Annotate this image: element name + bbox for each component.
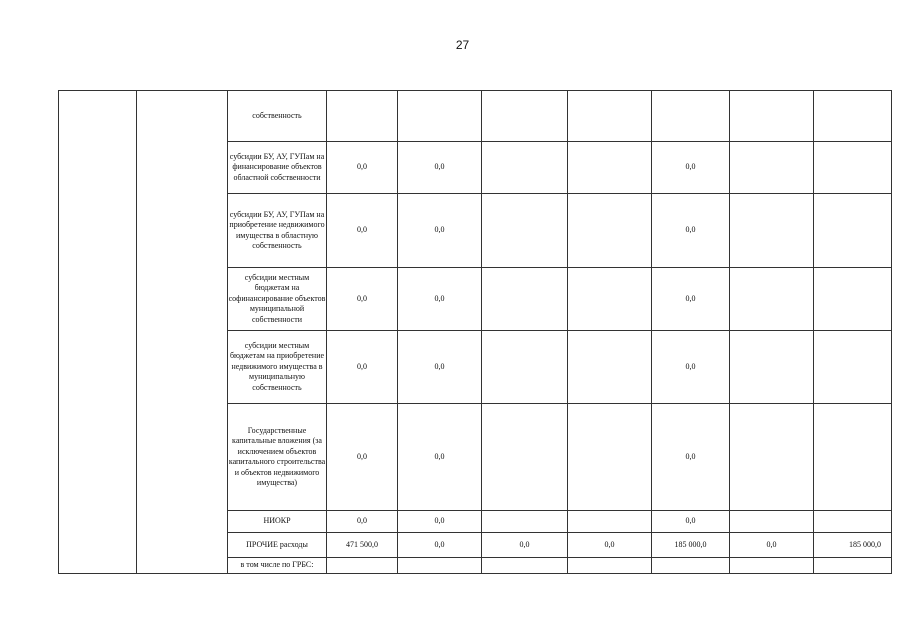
value-cell [327,558,398,574]
value-cell [568,194,652,268]
value-cell: 0,0 [327,194,398,268]
value-cell: 0,0 [398,404,482,511]
value-cell: 0,0 [652,511,730,533]
value-cell [814,511,892,533]
value-cell: 0,0 [327,511,398,533]
value-cell [814,331,892,404]
value-cell: 0,0 [730,533,814,558]
value-cell [482,268,568,331]
value-cell: 0,0 [327,142,398,194]
value-cell [730,331,814,404]
value-cell: 0,0 [398,331,482,404]
value-cell: 0,0 [398,533,482,558]
value-cell: 0,0 [327,331,398,404]
value-cell [568,404,652,511]
value-cell [652,558,730,574]
value-cell [482,91,568,142]
value-cell [730,558,814,574]
value-cell [568,142,652,194]
value-cell: 471 500,0 [327,533,398,558]
value-cell [730,268,814,331]
value-cell [814,91,892,142]
value-cell: 0,0 [652,404,730,511]
blank-column-cell [137,91,228,574]
value-cell: 185 000,0 [814,533,892,558]
table-row [59,91,892,142]
value-cell: 0,0 [398,194,482,268]
value-cell: 0,0 [568,533,652,558]
value-cell: 0,0 [398,142,482,194]
value-cell: 185 000,0 [652,533,730,558]
value-cell [568,268,652,331]
value-cell: 0,0 [652,331,730,404]
value-cell [398,558,482,574]
row-label: НИОКР [228,511,327,533]
value-cell [568,331,652,404]
value-cell: 0,0 [652,142,730,194]
row-label: субсидии местным бюджетам на приобретение недвижимого имущества в муниципальную собственность [228,331,327,404]
value-cell [482,331,568,404]
value-cell [482,142,568,194]
row-label: собственность [228,91,327,142]
value-cell [730,142,814,194]
row-label: субсидии местным бюджетам на софинансирование объектов муниципальной собственности [228,268,327,331]
value-cell [568,511,652,533]
value-cell [814,404,892,511]
value-cell: 0,0 [398,268,482,331]
value-cell [568,91,652,142]
value-cell [814,194,892,268]
value-cell [814,558,892,574]
row-label: ПРОЧИЕ расходы [228,533,327,558]
row-label: субсидии БУ, АУ, ГУПам на финансирование объектов областной собственности [228,142,327,194]
value-cell [568,558,652,574]
value-cell [482,511,568,533]
value-cell [482,404,568,511]
budget-table [58,90,892,574]
value-cell [730,404,814,511]
value-cell [814,142,892,194]
value-cell [730,511,814,533]
value-cell: 0,0 [652,194,730,268]
value-cell [814,268,892,331]
value-cell [730,91,814,142]
value-cell: 0,0 [327,268,398,331]
value-cell [482,194,568,268]
blank-column-cell [59,91,137,574]
value-cell [482,558,568,574]
row-label: субсидии БУ, АУ, ГУПам на приобретение недвижимого имущества в областную собственность [228,194,327,268]
value-cell [730,194,814,268]
value-cell: 0,0 [482,533,568,558]
row-label: Государственные капитальные вложения (за исключением объектов капитального строительства и объектов недвижимого имущества) [228,404,327,511]
value-cell: 0,0 [327,404,398,511]
page-number: 27 [455,38,470,52]
value-cell [398,91,482,142]
value-cell [327,91,398,142]
row-label: в том числе по ГРБС: [228,558,327,574]
value-cell: 0,0 [398,511,482,533]
value-cell [652,91,730,142]
value-cell: 0,0 [652,268,730,331]
